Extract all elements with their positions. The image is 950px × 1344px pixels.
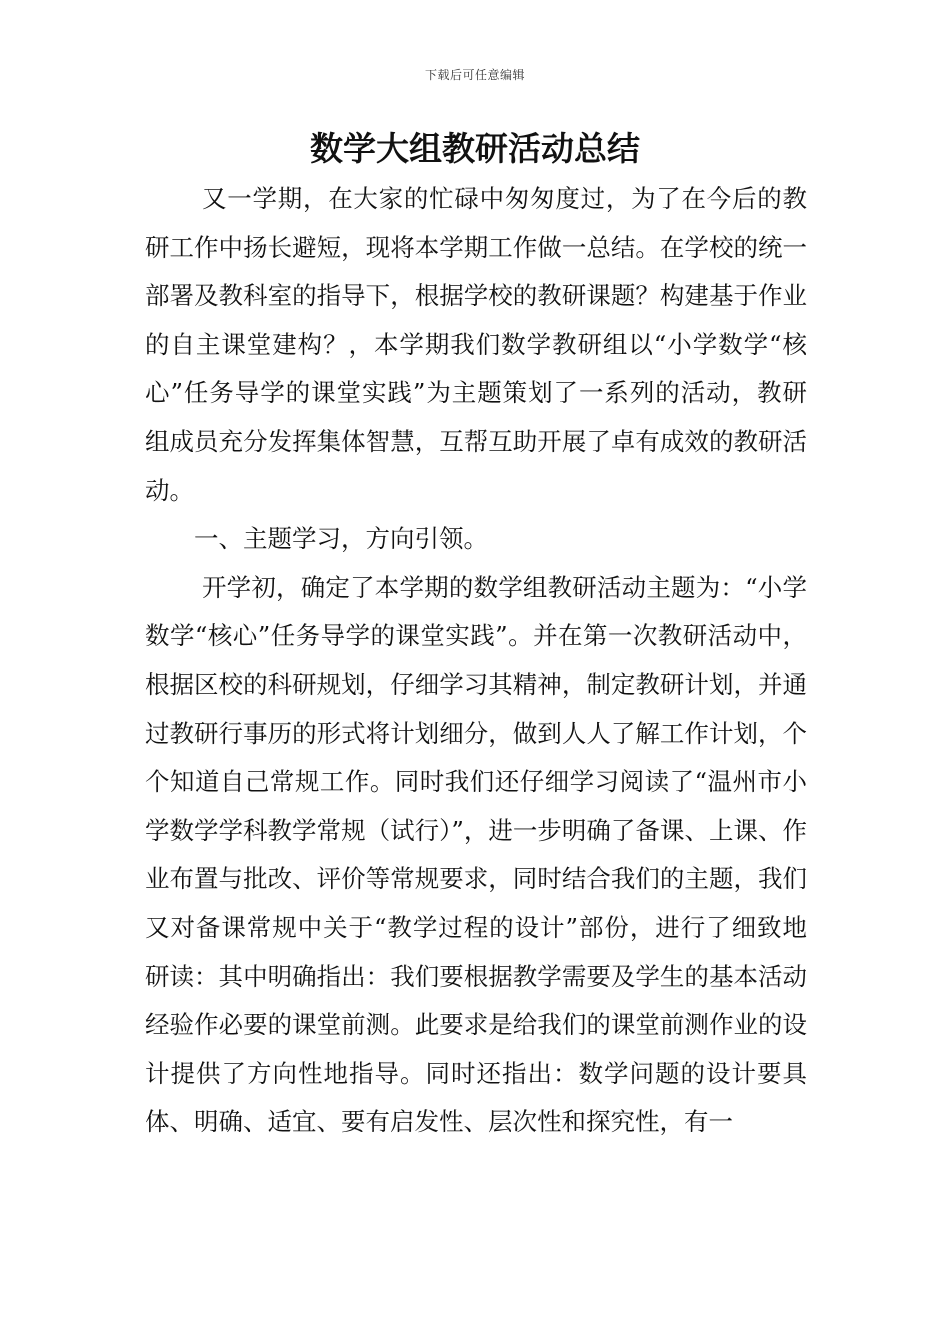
document-title: 数学大组教研活动总结: [310, 129, 640, 168]
section-heading-1: 一、主题学习，方向引领。: [194, 524, 488, 554]
paragraph-section-1: 开学初，确定了本学期的数学组教研活动主题为：“小学数学“核心”任务导学的课堂实践”。并在第一次教研活动中，根据区校的科研规划，仔细学习其精神，制定教研计划，并通过教研行事历的形式将计划细分，做到人人了解工作计划，个个知道自己常规工作。同时我们还仔细学习阅读了“温州市小学数学学科教学常规（试行）”，进一步明确了备课、上课、作业布置与批改、评价等常规要求，同时结合我们的主题，我们又对备课常规中关于“教学过程的设计”部份，进行了细致地研读：其中明确指出：我们要根据教学需要及学生的基本活动经验作必要的课堂前测。此要求是给我们的课堂前测作业的设计提供了方向性地指导。同时还指出：数学问题的设计要具体、明确、适宜、要有启发性、层次性和探究性，有一: [145, 572, 807, 1137]
document-body: [145, 175, 807, 1147]
paragraph-intro: 又一学期，在大家的忙碌中匆匆度过，为了在今后的教研工作中扬长避短，现将本学期工作做一总结。在学校的统一部署及教科室的指导下，根据学校的教研课题？构建基于作业的自主课堂建构？，本学期我们数学教研组以“小学数学“核心”任务导学的课堂实践”为主题策划了一系列的活动，教研组成员充分发挥集体智慧，互帮互助开展了卓有成效的教研活动。: [145, 184, 807, 505]
header-note: 下载后可任意编辑: [424, 68, 525, 82]
